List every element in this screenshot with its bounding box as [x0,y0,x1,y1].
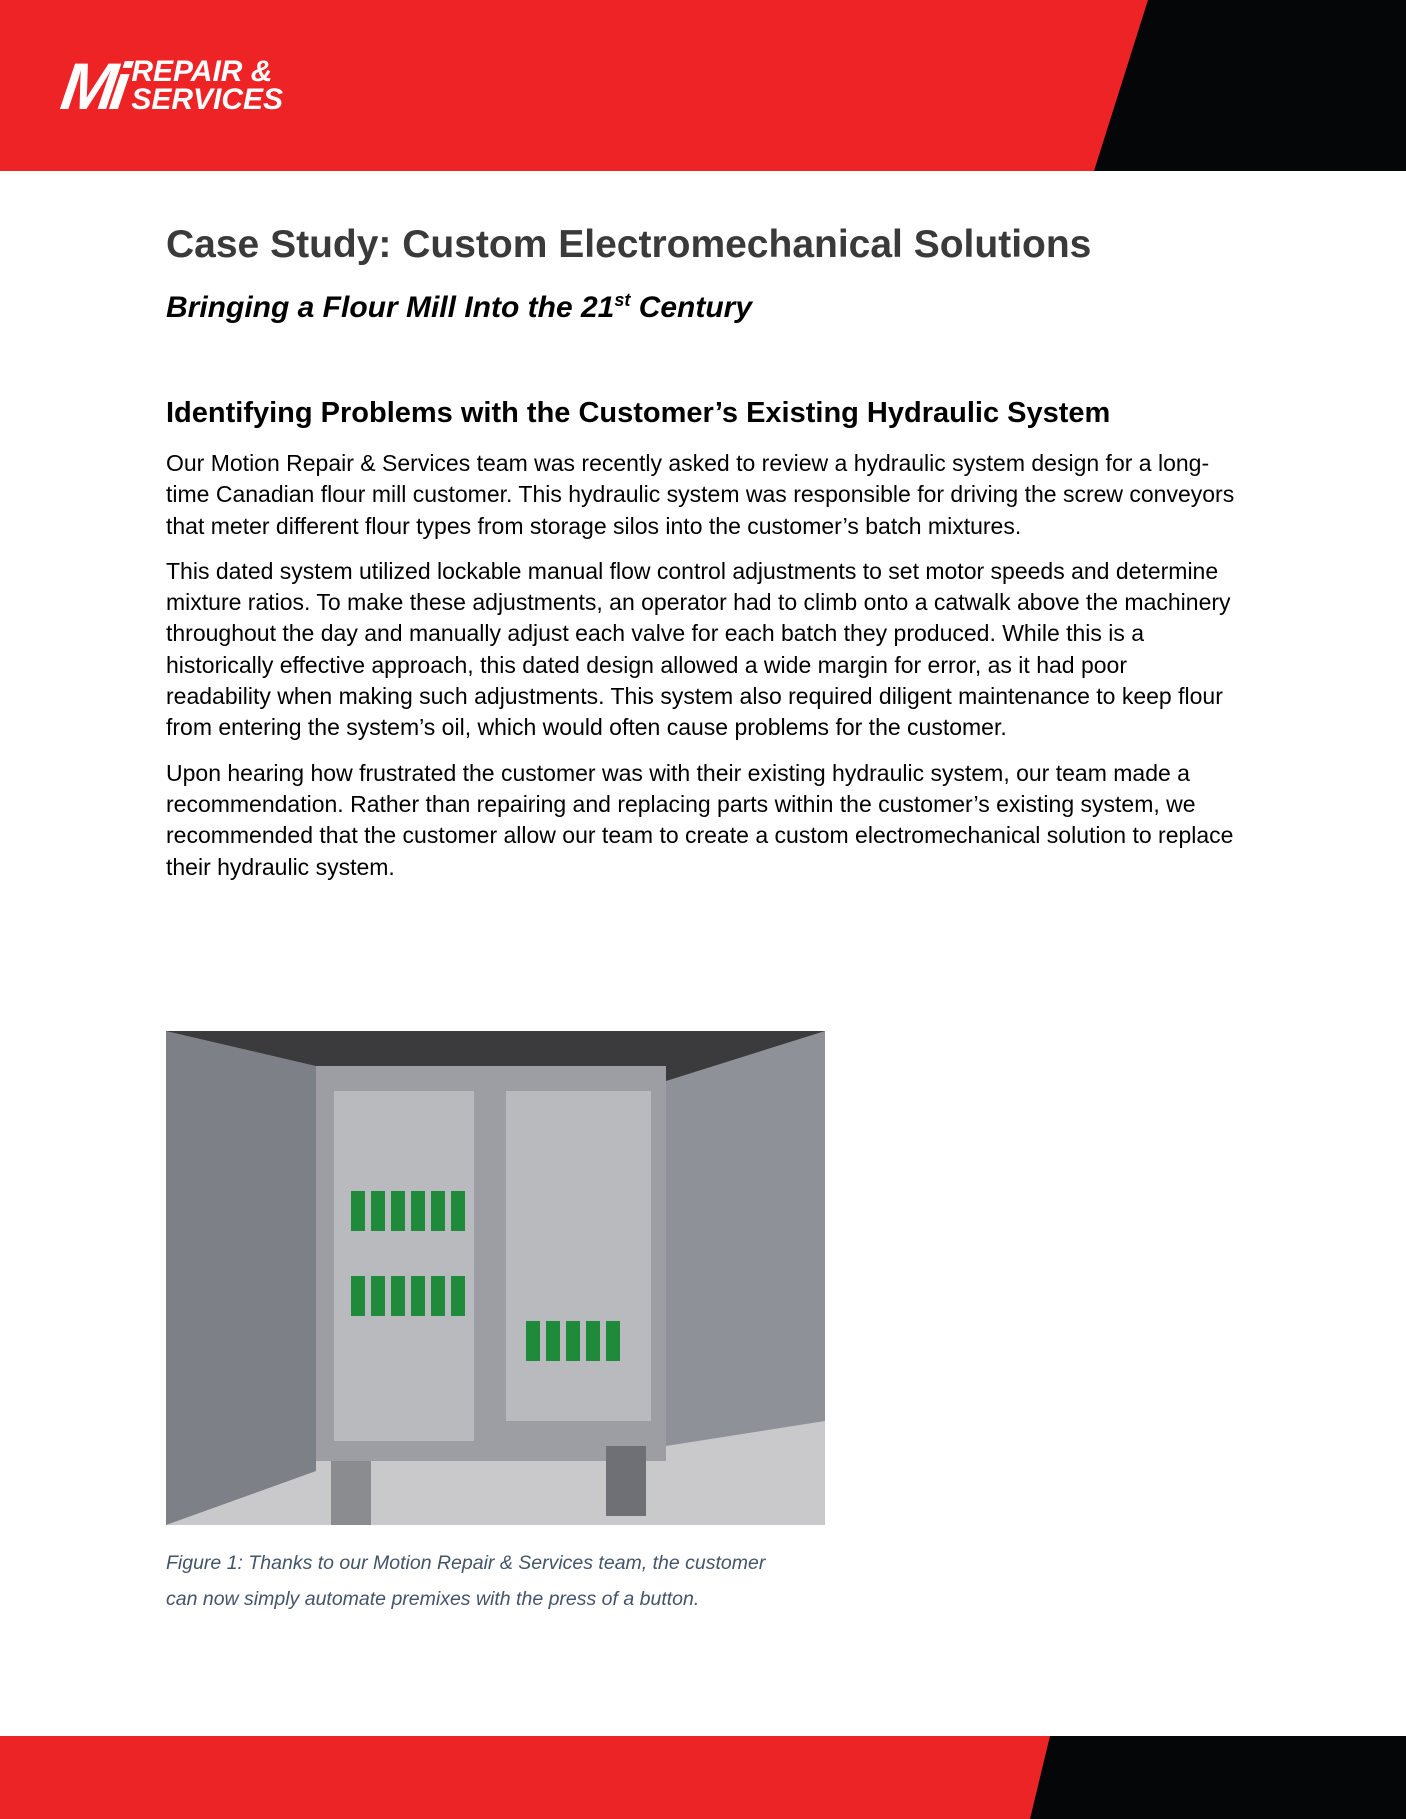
document-body [166,222,1236,883]
caption-line-2: can now simply automate premixes with the press of a button. [166,1588,700,1610]
page-title: Case Study: Custom Electromechanical Solutions [166,223,1092,266]
subtitle-text: Bringing a Flour Mill Into the 21 [166,291,615,324]
logo-line-1: REPAIR & [131,55,273,88]
logo-mark: Mi [56,49,129,123]
page-footer-banner [0,1736,1406,1819]
logo-wordmark [131,55,284,116]
paragraph: Our Motion Repair & Services team was recently asked to review a hydraulic system design for a long-time Canadian flour mill customer. This hydraulic system was responsible for driving the screw conveyors that meter different flour types from storage silos into the customer’s batch mixtures. [166,450,1235,539]
section-heading: Identifying Problems with the Customer’s Existing Hydraulic System [166,397,1111,429]
page-header-banner [0,0,1406,171]
paragraph: Upon hearing how frustrated the customer was with their existing hydraulic system, our team made a recommendation. Rather than repairing and replacing parts within the customer’s existing system, we recommended that the customer allow our team to create a custom electromechanical solution to replace their hydraulic system. [166,759,1234,880]
paragraph: This dated system utilized lockable manual flow control adjustments to set motor speeds and determine mixture ratios. To make these adjustments, an operator had to climb onto a catwalk above the machinery throughout the day and manually adjust each valve for each batch they produced. While this is a historically effective approach, this dated design allowed a wide margin for error, as it had poor readability when making such adjustments. This system also required diligent maintenance to keep flour from entering the system’s oil, which would often cause problems for the customer. [166,557,1231,741]
cabinet-illustration [166,1031,825,1525]
figure-caption [166,1545,866,1617]
footer-black-accent [0,1736,1406,1819]
subtitle-text-end: Century [630,291,753,324]
figure-control-cabinet-photo [166,1031,825,1525]
page-subtitle [166,282,1236,326]
company-logo [56,49,284,123]
caption-line-1: Figure 1: Thanks to our Motion Repair & Services team, the customer [166,1552,766,1574]
subtitle-superscript: st [614,290,631,310]
logo-line-2: SERVICES [131,83,284,116]
